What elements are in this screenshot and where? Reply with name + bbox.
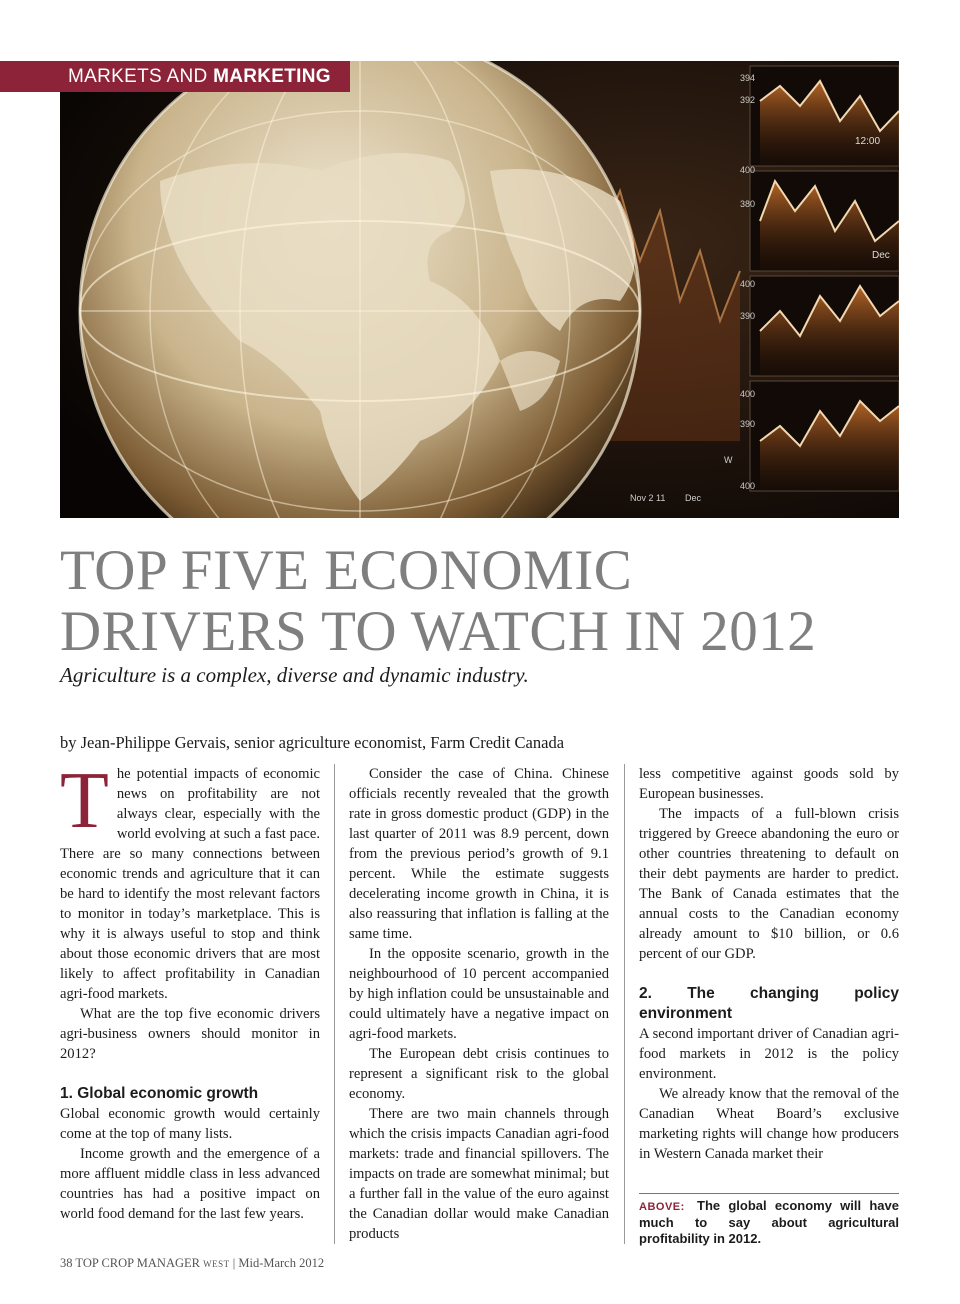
chart-date-label: Dec [685, 493, 702, 503]
column-divider [624, 764, 625, 1244]
paragraph: What are the top five economic drivers agri-business owners should monitor in 2012? [60, 1006, 320, 1062]
article-deck: Agriculture is a complex, diverse and dynamic industry. [60, 663, 529, 687]
article-title-line2: DRIVERS TO WATCH IN 2012 [60, 600, 817, 663]
paragraph: he potential impacts of economic news on profitability are not always clear, especially with the world evolving at such a fast pace. There are so many connections between economic trends and agriculture that it can be hard to identify the most relevant factors to monitor in today’s marketplace. This is why it is always useful to stop and think about those economic drivers that are most likely to affect profitability in Canadian agri-food markets. [60, 766, 320, 1002]
column-3 [639, 764, 899, 1164]
chart-axis-label: 390 [740, 311, 756, 321]
chart-axis-label: 390 [740, 419, 756, 429]
subhead-policy-environment: 2. The changing policy environment [639, 985, 899, 1022]
footer-separator: | [232, 1256, 236, 1270]
page-footer [60, 1256, 324, 1271]
chart-axis-label: W [724, 455, 733, 465]
column-2 [349, 764, 609, 1244]
column-1 [60, 757, 320, 1224]
glass-globe [80, 61, 640, 518]
hero-image [60, 61, 899, 518]
magazine-name: TOP CROP MANAGER [75, 1256, 200, 1270]
section-label-bold: MARKETING [213, 66, 331, 87]
chart-axis-label: 400 [740, 279, 756, 289]
section-label [0, 61, 350, 92]
chart-axis-label: 400 [740, 165, 756, 175]
column-divider [334, 764, 335, 1244]
chart-axis-label: 392 [740, 95, 756, 105]
paragraph: Global economic growth would certainly come at the top of many lists. [60, 1106, 320, 1142]
photo-caption [639, 1193, 899, 1247]
paragraph: A second important driver of Canadian agri-food markets in 2012 is the policy environment. [639, 1026, 899, 1082]
magazine-edition: WEST [203, 1259, 230, 1269]
chart-time-label: 12:00 [855, 136, 881, 147]
chart-axis-label: 380 [740, 199, 756, 209]
caption-label: ABOVE: [639, 1201, 685, 1213]
paragraph: In the opposite scenario, growth in the neighbourhood of 10 percent accompanied by high inflation could be unsustainable and could ultimately have a negative impact on agri-food markets. [349, 946, 609, 1042]
paragraph: The European debt crisis continues to represent a significant risk to the global economy. [349, 1046, 609, 1102]
drop-cap: T [60, 757, 109, 845]
article-title [60, 540, 920, 662]
chart-month-label: Dec [872, 250, 890, 261]
paragraph: Consider the case of China. Chinese officials recently revealed that the growth rate in gross domestic product (GDP) in the last quarter of 2011 was 8.9 percent, down from the previous period’s growth of 9.1 percent. While the estimate suggests decelerating income growth in China, it is also reassuring that inflation is falling at the same time. [349, 766, 609, 942]
chart-date-label: Nov 2 11 [630, 493, 666, 503]
caption-text: The global economy will have much to say about agricultural profitability in 2012. [639, 1198, 899, 1246]
paragraph: We already know that the removal of the Canadian Wheat Board’s exclusive marketing rights will change how producers in Western Canada market their [639, 1086, 899, 1162]
article-byline: by Jean-Philippe Gervais, senior agriculture economist, Farm Credit Canada [60, 733, 565, 752]
chart-axis-label: 400 [740, 389, 756, 399]
issue-date: Mid-March 2012 [238, 1256, 325, 1270]
chart-axis-label: 400 [740, 481, 756, 491]
paragraph: The impacts of a full-blown crisis triggered by Greece abandoning the euro or other countries threatening to default on their debt payments are harder to predict. The Bank of Canada estimates that the annual costs to the Canadian economy already amount to $10 billion, or 0.6 percent of our GDP. [639, 806, 899, 962]
page-number: 38 [60, 1256, 73, 1270]
paragraph: There are two main channels through which the crisis impacts Canadian agri-food markets: trade and financial spillovers. The impacts on trade are somewhat minimal; but a further fall in the value of the euro against the Canadian dollar would make Canadian products [349, 1106, 609, 1242]
article-title-line1: TOP FIVE ECONOMIC [60, 539, 633, 602]
subhead-global-growth: 1. Global economic growth [60, 1085, 259, 1102]
section-label-light: MARKETS AND [68, 66, 208, 87]
paragraph: less competitive against goods sold by European businesses. [639, 766, 899, 802]
chart-axis-label: 394 [740, 73, 756, 83]
paragraph: Income growth and the emergence of a more affluent middle class in less advanced countries has had a positive impact on world food demand for the last few years. [60, 1146, 320, 1222]
